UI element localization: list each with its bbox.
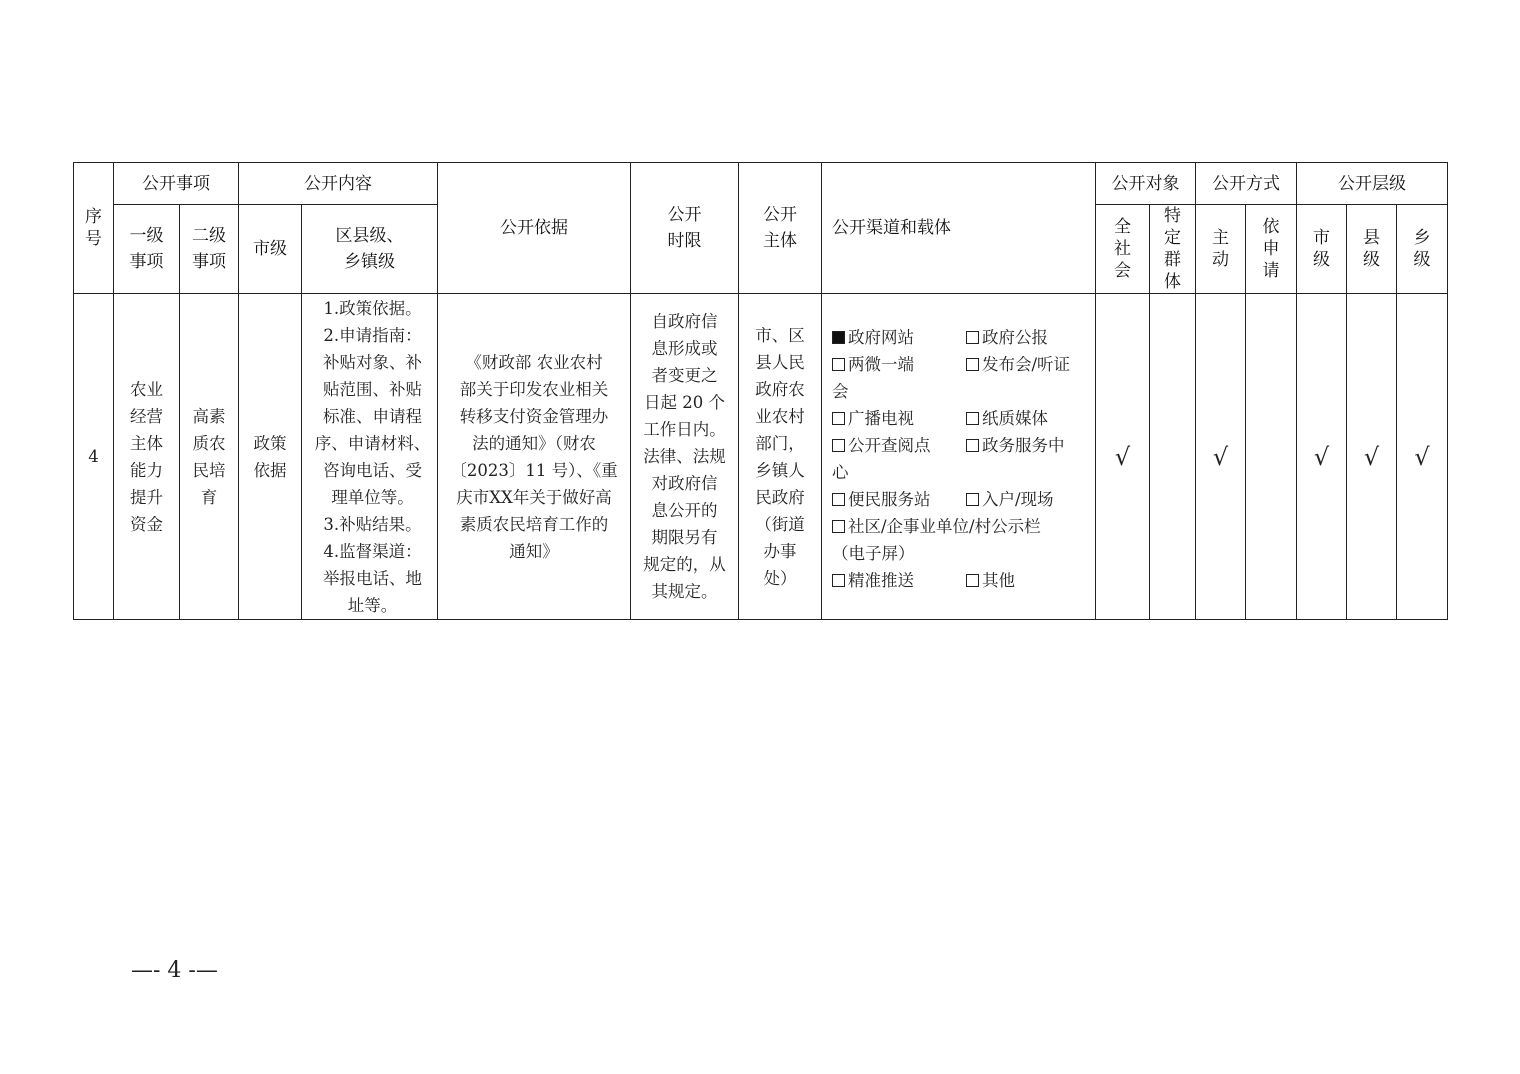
text-line: 政府农	[755, 379, 805, 399]
checkbox-icon[interactable]	[832, 574, 845, 587]
text-line: 育	[200, 487, 218, 507]
city-content-cell	[239, 294, 302, 620]
channel-gov-website[interactable]: 政府网站	[832, 324, 914, 348]
text-line: 一级	[129, 226, 164, 246]
text-line: 《财政部 农业农村	[465, 352, 603, 372]
checkbox-icon[interactable]	[966, 574, 979, 587]
text-line: 请	[1262, 261, 1280, 281]
text-line: 业农村	[755, 406, 805, 426]
text-line: 规定的，从	[643, 555, 726, 574]
text-line: 事项	[129, 252, 164, 272]
level-city-check: √	[1297, 294, 1347, 620]
checkbox-icon[interactable]	[966, 331, 979, 344]
text-line: 级	[1413, 250, 1431, 270]
text-line: 日起 20 个	[644, 393, 725, 412]
text-line: 民培	[192, 460, 226, 480]
text-line: 会	[1114, 261, 1131, 281]
text-line: 资金	[130, 514, 163, 534]
checkbox-icon[interactable]	[966, 439, 979, 452]
text-line: 市	[1313, 228, 1330, 248]
active-header	[1196, 205, 1246, 294]
text-line: 乡镇级	[344, 252, 395, 272]
channel-door-to-door[interactable]: 入户/现场	[966, 486, 1054, 510]
text-line: 公开	[667, 205, 702, 225]
channel-other[interactable]: 其他	[966, 567, 1015, 591]
text-line: 事项	[192, 252, 226, 272]
text-line: 依	[1262, 217, 1280, 237]
text-line: 号	[85, 229, 102, 249]
text-line: 主体	[763, 231, 797, 251]
channel-gov-gazette[interactable]: 政府公报	[966, 324, 1048, 348]
text-line: 补贴对象、补	[323, 352, 422, 372]
public-matter-header: 公开事项	[114, 163, 239, 205]
text-line: 举报电话、地	[323, 568, 422, 588]
text-line: 提升	[130, 487, 163, 507]
text-line: 咨询电话、受	[323, 460, 422, 480]
text-line: 序	[85, 207, 102, 227]
text-line: 乡	[1413, 228, 1431, 248]
text-line: 办事	[763, 541, 797, 561]
level-county-check: √	[1347, 294, 1397, 620]
text-line: 县	[1363, 228, 1380, 248]
time-limit-cell	[631, 294, 739, 620]
text-line: 民政府	[755, 487, 805, 507]
text-line: 体	[1164, 272, 1181, 292]
basis-cell	[438, 294, 631, 620]
specific-group-check	[1150, 294, 1196, 620]
channel-community-board[interactable]: 社区/企事业单位/村公示栏	[832, 513, 1041, 537]
district-content-cell	[302, 294, 438, 620]
level-city-header	[1297, 205, 1347, 294]
text-line: 质农	[192, 433, 226, 453]
on-request-check	[1246, 294, 1297, 620]
disclosure-table	[73, 162, 1448, 620]
text-line: 特	[1164, 206, 1181, 226]
text-line: 部关于印发农业相关	[459, 379, 609, 399]
level-town-check: √	[1397, 294, 1448, 620]
text-line: 处）	[763, 568, 797, 588]
subject-cell	[739, 294, 822, 620]
channel-convenience-station[interactable]: 便民服务站	[832, 486, 931, 510]
channel-press-conference-cont: 会	[832, 382, 849, 401]
text-line: 主体	[130, 433, 163, 453]
channel-radio-tv[interactable]: 广播电视	[832, 405, 914, 429]
text-line: 4.监督渠道：	[323, 541, 422, 561]
text-line: 通知》	[509, 541, 559, 561]
text-line: 公开	[763, 205, 797, 225]
text-line: 市、区	[755, 325, 805, 345]
checkbox-icon[interactable]	[832, 412, 845, 425]
text-line: 级	[1313, 250, 1330, 270]
text-line: 素质农民培育工作的	[459, 514, 609, 534]
text-line: 序、申请材料、	[314, 433, 431, 453]
text-line: 2.申请指南：	[323, 325, 422, 345]
text-line: 其规定。	[651, 582, 718, 601]
text-line: 3.补贴结果。	[323, 514, 422, 534]
text-line: 申	[1262, 239, 1280, 259]
basis-header: 公开依据	[438, 163, 631, 294]
level2-item-cell	[180, 294, 239, 620]
text-line: 县人民	[755, 352, 805, 372]
level-town-header	[1397, 205, 1448, 294]
text-line: （街道	[755, 514, 805, 534]
text-line: 主	[1212, 228, 1229, 248]
checkbox-icon[interactable]	[966, 493, 979, 506]
on-request-header	[1246, 205, 1297, 294]
level-county-header	[1347, 205, 1397, 294]
text-line: 者变更之	[651, 366, 718, 385]
seq-header	[74, 163, 114, 294]
text-line: 乡镇人	[755, 460, 805, 480]
text-line: 二级	[192, 226, 226, 246]
whole-society-header	[1096, 205, 1150, 294]
channel-two-micro-one-end[interactable]: 两微一端	[832, 351, 914, 375]
text-line: 能力	[130, 460, 163, 480]
text-line: 法律、法规	[643, 447, 726, 466]
text-line: 时限	[667, 231, 702, 251]
checkbox-icon[interactable]	[832, 331, 845, 344]
header-row-1	[74, 163, 1448, 205]
text-line: 转移支付资金管理办	[459, 406, 609, 426]
text-line: 庆市XX年关于做好高	[456, 487, 612, 507]
level1-item-cell	[114, 294, 180, 620]
level-header: 公开层级	[1297, 163, 1448, 205]
checkbox-icon[interactable]	[832, 493, 845, 506]
checkbox-icon[interactable]	[832, 520, 845, 533]
city-level-header: 市级	[239, 205, 302, 294]
text-line: 息形成或	[651, 339, 718, 358]
active-check: √	[1196, 294, 1246, 620]
level2-item-header	[180, 205, 239, 294]
seq-cell: 4	[74, 294, 114, 620]
text-line: 〔2023〕11 号）、《重	[450, 460, 618, 480]
channel-public-reading[interactable]: 公开查阅点	[832, 432, 931, 456]
public-content-header: 公开内容	[239, 163, 438, 205]
district-level-header	[302, 205, 438, 294]
text-line: 部门，	[755, 433, 805, 453]
text-line: 经营	[130, 406, 163, 426]
text-line: 定	[1164, 228, 1181, 248]
whole-society-check: √	[1096, 294, 1150, 620]
channel-paper-media[interactable]: 纸质媒体	[966, 405, 1048, 429]
text-line: 标准、申请程	[323, 406, 422, 426]
text-line: 群	[1164, 250, 1181, 270]
checkbox-icon[interactable]	[966, 358, 979, 371]
checkbox-icon[interactable]	[832, 439, 845, 452]
time-limit-header	[631, 163, 739, 294]
text-line: 对政府信	[651, 474, 718, 493]
text-line: 区县级、	[335, 226, 404, 246]
channel-precise-push[interactable]: 精准推送	[832, 567, 914, 591]
text-line: 动	[1212, 250, 1229, 270]
channel-community-board-cont: （电子屏）	[832, 544, 915, 563]
text-line: 高素	[192, 406, 226, 426]
text-line: 期限另有	[651, 528, 718, 547]
table-row	[74, 294, 1448, 620]
channels-header: 公开渠道和载体	[822, 163, 1096, 294]
channel-press-conference[interactable]: 发布会/听证	[966, 351, 1070, 375]
text-line: 址等。	[347, 595, 398, 615]
text-line: 息公开的	[651, 501, 718, 520]
text-line: 级	[1363, 250, 1380, 270]
text-line: 自政府信	[651, 312, 718, 331]
text-line: 全	[1114, 217, 1131, 237]
text-line: 1.政策依据。	[323, 298, 422, 318]
subject-header	[739, 163, 822, 294]
channel-service-center[interactable]: 政务服务中	[966, 432, 1065, 456]
text-line: 依据	[253, 460, 287, 480]
text-line: 贴范围、补贴	[323, 379, 422, 399]
text-line: 理单位等。	[331, 487, 414, 507]
level1-item-header	[114, 205, 180, 294]
text-line: 政策	[253, 433, 287, 453]
text-line: 工作日内。	[643, 420, 726, 439]
channels-cell	[822, 294, 1096, 620]
text-line: 农业	[130, 379, 163, 399]
channel-service-center-cont: 心	[832, 463, 849, 482]
text-line: 法的通知》（财农	[472, 433, 596, 453]
text-line: 社	[1114, 239, 1131, 259]
specific-group-header	[1150, 205, 1196, 294]
page-number: —- 4 -—	[131, 958, 218, 983]
checkbox-icon[interactable]	[832, 358, 845, 371]
checkbox-icon[interactable]	[966, 412, 979, 425]
method-header: 公开方式	[1196, 163, 1297, 205]
audience-header: 公开对象	[1096, 163, 1196, 205]
